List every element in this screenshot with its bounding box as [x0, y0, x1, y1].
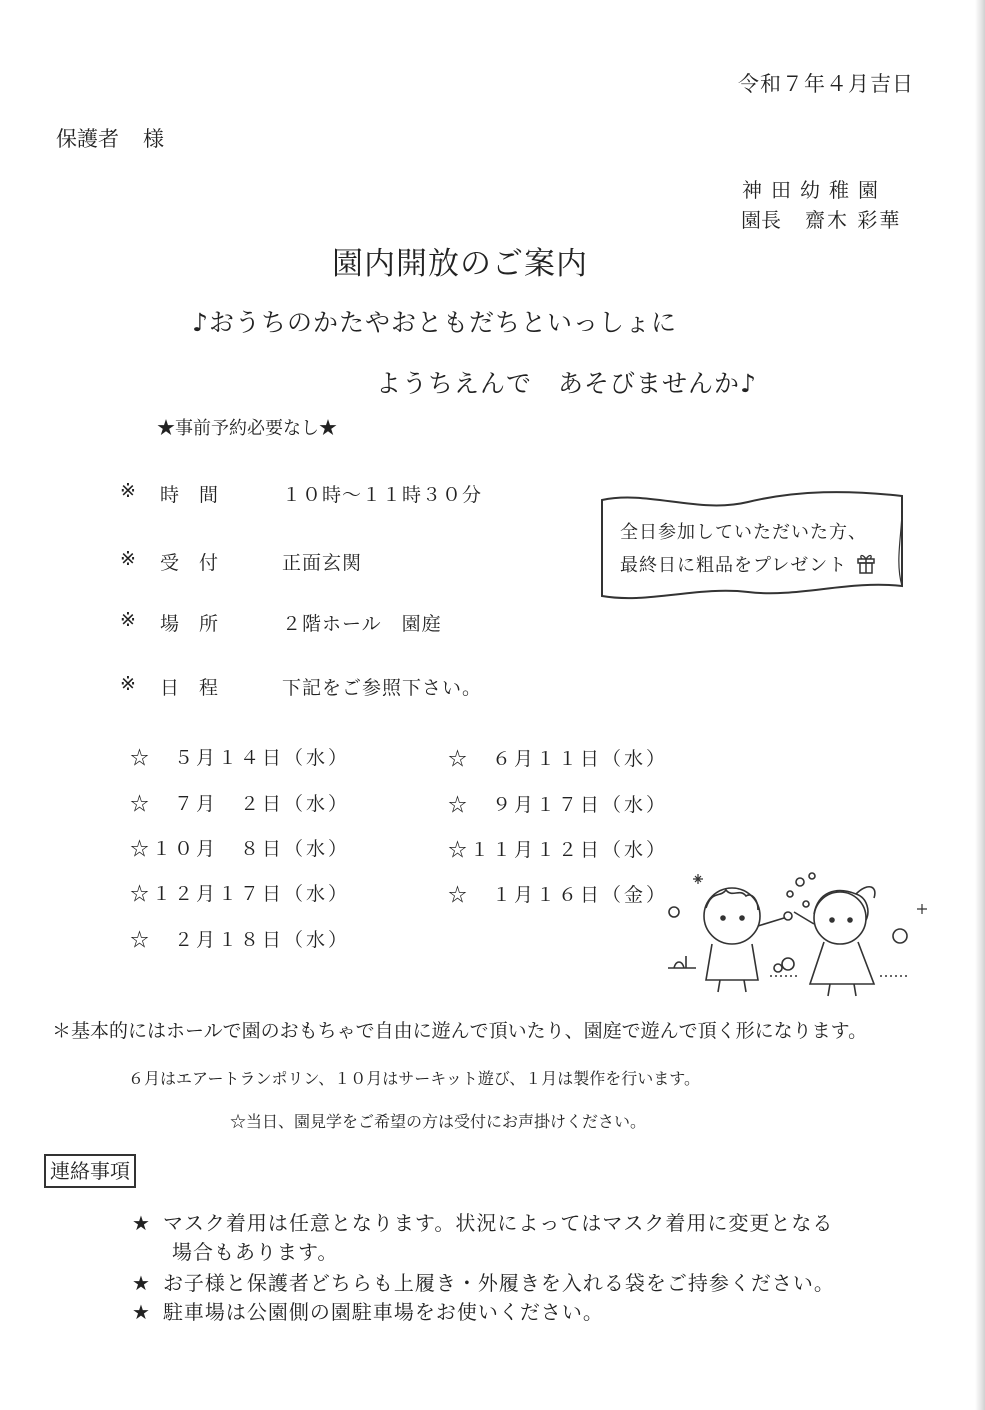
info-label: 日程: [160, 677, 239, 699]
banner-line-2: [620, 551, 876, 577]
schedule-date: ☆ ２月１８日（水）: [130, 929, 351, 951]
principal-name: 齋木 彩華: [805, 208, 902, 232]
info-mark: ※: [120, 480, 136, 502]
subtitle-line-2: ようちえんで あそびませんか♪: [376, 369, 757, 398]
schedule-date: ☆ ７月 ２日（水）: [130, 793, 351, 815]
contact-item-parking: [132, 1296, 604, 1325]
info-row-reception: [120, 548, 363, 574]
contact-item-bag: [132, 1267, 835, 1296]
contact-item-mask: [132, 1207, 833, 1236]
star-icon: ★: [132, 1271, 151, 1295]
star-icon: ★: [132, 1300, 151, 1324]
children-blowing-bubbles-icon: [660, 868, 938, 1000]
info-row-schedule: [120, 673, 483, 699]
info-value: １０時～１１時３０分: [282, 484, 483, 506]
schedule-date: ☆ ５月１４日（水）: [130, 747, 351, 769]
principal-title: 園長: [741, 208, 781, 232]
contact-heading: 連絡事項: [44, 1154, 136, 1188]
subtitle-line-1: ♪おうちのかたやおともだちといっしょに: [192, 308, 677, 337]
contact-item-text: お子様と保護者どちらも上履き・外履きを入れる袋をご持参ください。: [162, 1271, 835, 1295]
page-title: 園内開放のご案内: [332, 246, 588, 282]
school-name: 神田幼稚園: [742, 178, 887, 202]
gift-icon: [856, 552, 876, 574]
banner-line-1: 全日参加していただいた方、: [620, 522, 867, 543]
info-label: 場所: [160, 613, 239, 635]
addressee-name: 保護者: [56, 127, 119, 151]
info-row-place: [120, 609, 442, 635]
principal: [741, 204, 901, 233]
banner-line-2-text: 最終日に粗品をプレゼント: [620, 555, 848, 576]
schedule-date: ☆ ６月１１日（水）: [448, 748, 669, 770]
contact-item-text: 駐車場は公園側の園駐車場をお使いください。: [162, 1300, 604, 1324]
info-label: 受付: [160, 552, 239, 574]
addressee-honorific: 様: [143, 127, 164, 151]
info-mark: ※: [120, 673, 136, 695]
addressee: [56, 123, 164, 153]
footnote-basic: ＊基本的にはホールで園のおもちゃで自由に遊んで頂いたり、園庭で遊んで頂く形になります。: [52, 1020, 868, 1042]
info-value: 正面玄関: [282, 552, 363, 574]
star-icon: ★: [132, 1211, 151, 1235]
info-row-time: [120, 480, 483, 506]
contact-item-mask-cont: 場合もあります。: [172, 1240, 339, 1264]
prize-banner: [598, 488, 910, 604]
banner-scroll-shape: [598, 488, 910, 604]
schedule-date: ☆ ９月１７日（水）: [448, 794, 669, 816]
issue-date: 令和７年４月吉日: [738, 72, 914, 96]
schedule-date: ☆ １月１６日（金）: [448, 884, 669, 906]
info-mark: ※: [120, 609, 136, 631]
info-value: ２階ホール 園庭: [282, 613, 442, 635]
footnote-tour: ☆当日、園見学をご希望の方は受付にお声掛けください。: [230, 1112, 647, 1131]
schedule-date: ☆１２月１７日（水）: [130, 883, 351, 905]
schedule-date: ☆１１月１２日（水）: [448, 839, 669, 861]
info-mark: ※: [120, 548, 136, 570]
page-edge-shadow: [975, 0, 985, 1410]
schedule-date: ☆１０月 ８日（水）: [130, 838, 351, 860]
no-reservation-note: ★事前予約必要なし★: [157, 418, 337, 439]
info-value: 下記をご参照下さい。: [282, 677, 483, 699]
contact-item-text: マスク着用は任意となります。状況によってはマスク着用に変更となる: [162, 1211, 834, 1235]
info-label: 時間: [160, 484, 239, 506]
footnote-activities: ６月はエアートランポリン、１０月はサーキット遊び、１月は製作を行います。: [128, 1069, 701, 1088]
